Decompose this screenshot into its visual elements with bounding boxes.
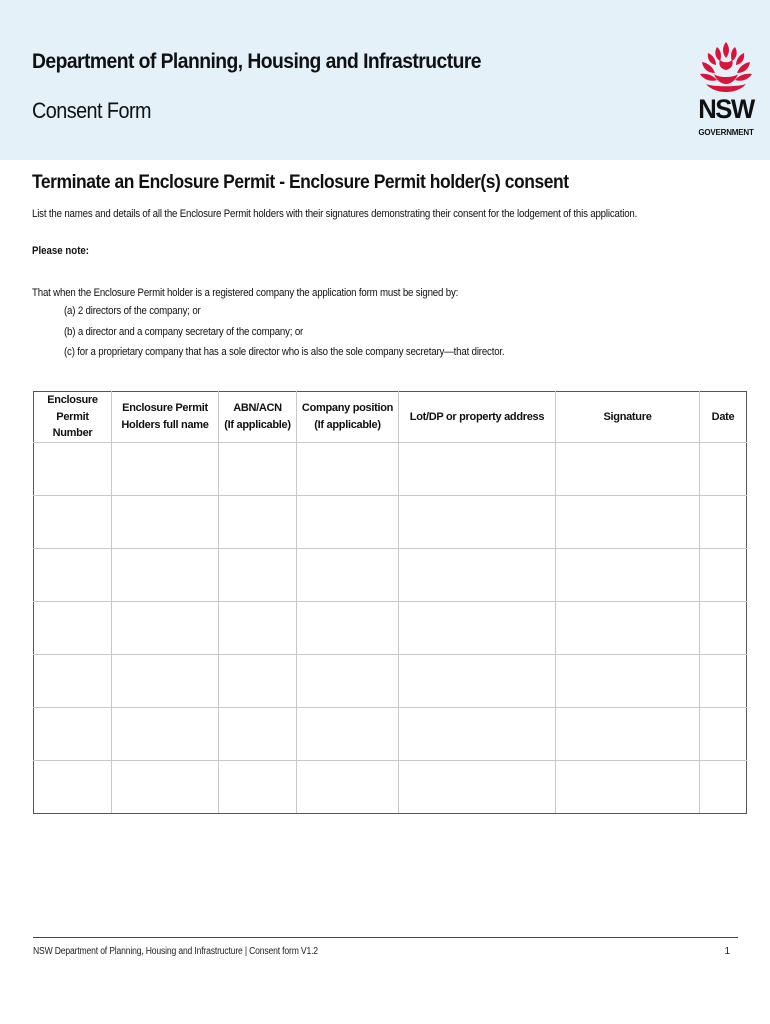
cell-permit-number[interactable] xyxy=(34,495,112,548)
cell-date[interactable] xyxy=(700,495,747,548)
cell-property-address[interactable] xyxy=(399,654,556,707)
cell-abn-acn[interactable] xyxy=(219,654,297,707)
cell-abn-acn[interactable] xyxy=(219,442,297,495)
cell-holder-name[interactable] xyxy=(112,442,219,495)
column-header-abn-acn: ABN/ACN (If applicable) xyxy=(219,392,297,443)
signing-conditions xyxy=(64,305,565,367)
table-body xyxy=(34,442,747,813)
cell-permit-number[interactable] xyxy=(34,442,112,495)
cell-date[interactable] xyxy=(700,654,747,707)
cell-company-position[interactable] xyxy=(297,654,399,707)
form-heading: Terminate an Enclosure Permit - Enclosure Permit holder(s) consent xyxy=(32,172,569,193)
column-header-permit-number: Enclosure Permit Number xyxy=(34,392,112,443)
cell-holder-name[interactable] xyxy=(112,654,219,707)
cell-signature[interactable] xyxy=(556,495,700,548)
cell-date[interactable] xyxy=(700,442,747,495)
column-header-date: Date xyxy=(700,392,747,443)
table-row xyxy=(34,654,747,707)
cell-abn-acn[interactable] xyxy=(219,760,297,813)
signing-rule: That when the Enclosure Permit holder is a registered company the application form must be signed by: xyxy=(32,287,459,299)
cell-company-position[interactable] xyxy=(297,442,399,495)
cell-property-address[interactable] xyxy=(399,495,556,548)
cell-signature[interactable] xyxy=(556,548,700,601)
cell-holder-name[interactable] xyxy=(112,548,219,601)
table-header-row xyxy=(34,392,747,443)
footer-text: NSW Department of Planning, Housing and Infrastructure | Consent form V1.2 xyxy=(33,946,318,957)
cell-signature[interactable] xyxy=(556,601,700,654)
cell-abn-acn[interactable] xyxy=(219,495,297,548)
form-kind-title: Consent Form xyxy=(32,98,151,123)
intro-text: List the names and details of all the Enclosure Permit holders with their signatures demonstrating their consent for the lodgement of this application. xyxy=(32,208,638,220)
cell-company-position[interactable] xyxy=(297,495,399,548)
column-header-signature: Signature xyxy=(556,392,700,443)
cell-signature[interactable] xyxy=(556,442,700,495)
cell-date[interactable] xyxy=(700,707,747,760)
cell-holder-name[interactable] xyxy=(112,707,219,760)
cell-abn-acn[interactable] xyxy=(219,707,297,760)
cell-holder-name[interactable] xyxy=(112,601,219,654)
cell-property-address[interactable] xyxy=(399,760,556,813)
cell-permit-number[interactable] xyxy=(34,654,112,707)
cell-property-address[interactable] xyxy=(399,548,556,601)
table-row xyxy=(34,760,747,813)
condition-c: (c) for a proprietary company that has a sole director who is also the sole company secretary—that director. xyxy=(64,346,505,358)
cell-date[interactable] xyxy=(700,760,747,813)
condition-a: (a) 2 directors of the company; or xyxy=(64,305,201,317)
column-header-property-address: Lot/DP or property address xyxy=(399,392,556,443)
table-row xyxy=(34,707,747,760)
logo-subtitle: GOVERNMENT xyxy=(698,128,754,137)
condition-b: (b) a director and a company secretary of the company; or xyxy=(64,325,304,338)
cell-property-address[interactable] xyxy=(399,707,556,760)
cell-company-position[interactable] xyxy=(297,548,399,601)
consent-table xyxy=(33,391,747,814)
footer-divider xyxy=(33,937,738,938)
cell-date[interactable] xyxy=(700,548,747,601)
table-row xyxy=(34,495,747,548)
cell-permit-number[interactable] xyxy=(34,548,112,601)
cell-signature[interactable] xyxy=(556,654,700,707)
department-title: Department of Planning, Housing and Infrastructure xyxy=(32,50,482,73)
cell-permit-number[interactable] xyxy=(34,760,112,813)
cell-signature[interactable] xyxy=(556,760,700,813)
cell-date[interactable] xyxy=(700,601,747,654)
cell-company-position[interactable] xyxy=(297,707,399,760)
cell-company-position[interactable] xyxy=(297,760,399,813)
cell-signature[interactable] xyxy=(556,707,700,760)
nsw-government-logo xyxy=(696,38,756,148)
cell-property-address[interactable] xyxy=(399,442,556,495)
cell-permit-number[interactable] xyxy=(34,601,112,654)
cell-property-address[interactable] xyxy=(399,601,556,654)
table-row xyxy=(34,548,747,601)
column-header-company-position: Company position (If applicable) xyxy=(297,392,399,443)
note-label: Please note: xyxy=(32,245,90,257)
column-header-holder-name: Enclosure Permit Holders full name xyxy=(112,392,219,443)
cell-holder-name[interactable] xyxy=(112,760,219,813)
waratah-icon xyxy=(696,38,756,96)
cell-abn-acn[interactable] xyxy=(219,601,297,654)
cell-company-position[interactable] xyxy=(297,601,399,654)
cell-permit-number[interactable] xyxy=(34,707,112,760)
table-row xyxy=(34,442,747,495)
cell-abn-acn[interactable] xyxy=(219,548,297,601)
table-row xyxy=(34,601,747,654)
header-band xyxy=(0,0,770,160)
page-number: 1 xyxy=(724,946,730,957)
cell-holder-name[interactable] xyxy=(112,495,219,548)
logo-wordmark: NSW xyxy=(698,94,754,124)
